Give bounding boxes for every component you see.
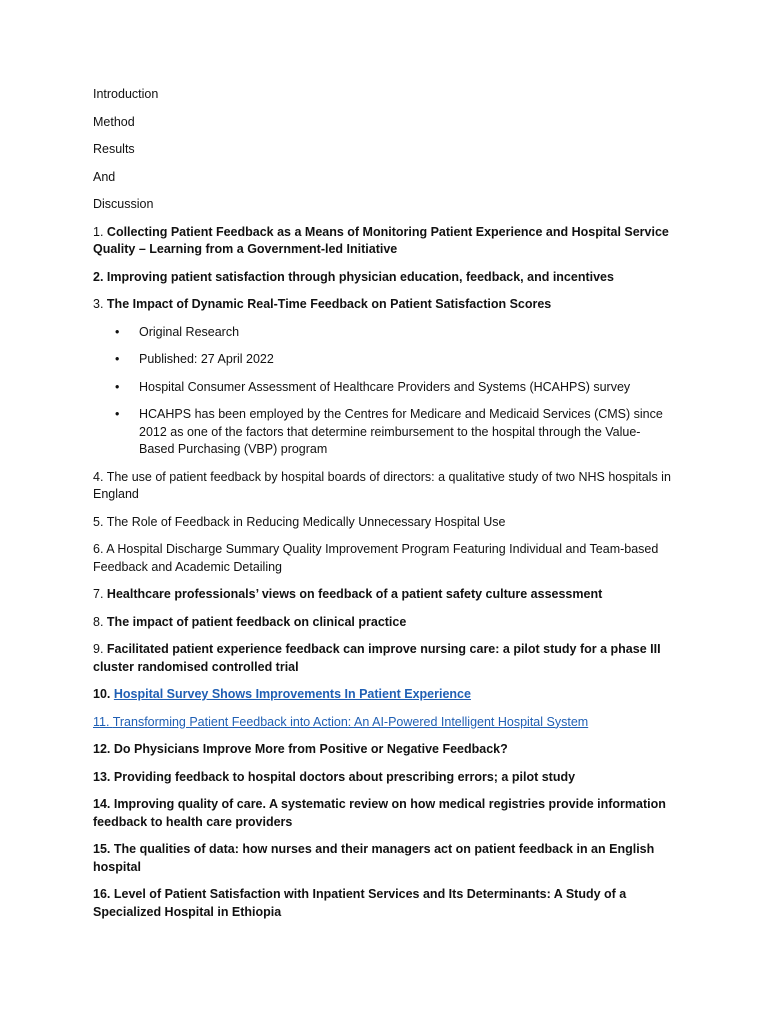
reference-number: 9. — [93, 642, 104, 656]
reference-title: Do Physicians Improve More from Positive or Negative Feedback? — [113, 742, 508, 756]
reference-number: 5. — [93, 514, 104, 529]
reference-number: 8. — [93, 614, 104, 629]
list-item — [93, 324, 675, 342]
toc-and: And — [93, 169, 116, 184]
reference-item-5 — [93, 514, 675, 532]
reference-number: 7. — [93, 587, 104, 601]
reference-item-2 — [93, 269, 675, 287]
reference-item-14 — [93, 796, 675, 831]
reference-title: Collecting Patient Feedback as a Means of Monitoring Patient Experience and Hospital Service Quality – Learning from a Government-led Initiative — [93, 224, 669, 256]
reference-title: Transforming Patient Feedback into Action: An AI-Powered Intelligent Hospital System — [112, 714, 589, 729]
reference-item-16 — [93, 886, 675, 921]
bullet-text: Original Research — [139, 324, 240, 339]
reference-item-13 — [93, 769, 675, 787]
reference-title: The impact of patient feedback on clinical practice — [106, 614, 407, 629]
reference-number: 2. — [93, 269, 104, 284]
reference-item-15 — [93, 841, 675, 876]
reference-title: The Impact of Dynamic Real-Time Feedback on Patient Satisfaction Scores — [106, 297, 552, 311]
reference-item-6 — [93, 541, 675, 576]
reference-title: The Role of Feedback in Reducing Medically Unnecessary Hospital Use — [106, 514, 506, 529]
bullet-icon: • — [115, 352, 120, 366]
reference-item-4 — [93, 469, 675, 504]
reference-number: 11. — [93, 714, 110, 729]
reference-title: Healthcare professionals’ views on feedback of a patient safety culture assessment — [106, 587, 603, 601]
reference-number: 10. — [93, 687, 111, 701]
reference-item-7 — [93, 586, 675, 604]
reference-title: Providing feedback to hospital doctors about prescribing errors; a pilot study — [113, 769, 576, 784]
list-item — [93, 351, 675, 369]
reference-title: The qualities of data: how nurses and their managers act on patient feedback in an English hospital — [93, 842, 655, 874]
toc-discussion: Discussion — [93, 197, 154, 211]
reference-item-9 — [93, 641, 675, 676]
reference-number: 14. — [93, 797, 111, 811]
toc-introduction: Introduction — [93, 87, 159, 101]
reference-title: Facilitated patient experience feedback can improve nursing care: a pilot study for a phase III cluster randomised controlled trial — [93, 642, 661, 674]
reference-number: 4. — [93, 469, 104, 484]
bullet-icon: • — [115, 379, 120, 394]
toc-method: Method — [93, 114, 135, 129]
reference-item-3 — [93, 296, 675, 314]
reference-item-12 — [93, 741, 675, 759]
reference-number: 12. — [93, 742, 111, 756]
list-item — [93, 379, 675, 397]
bullet-text: HCAHPS has been employed by the Centres for Medicare and Medicaid Services (CMS) since 2012 as one of the factors that determine reimbursement to the hospital through the Value-Based Purchasing (VBP) program — [139, 407, 663, 456]
reference-number: 13. — [93, 769, 111, 784]
bullet-text: Hospital Consumer Assessment of Healthcare Providers and Systems (HCAHPS) survey — [139, 379, 631, 394]
reference-title: Improving patient satisfaction through physician education, feedback, and incentives — [106, 269, 614, 284]
bullet-icon: • — [115, 324, 120, 339]
reference-number: 6. — [93, 542, 104, 556]
reference-number: 1. — [93, 224, 104, 239]
reference-item-1 — [93, 224, 675, 259]
bullet-text: Published: 27 April 2022 — [139, 352, 274, 366]
reference-title: A Hospital Discharge Summary Quality Improvement Program Featuring Individual and Team-based Feedback and Academic Detailing — [93, 542, 659, 574]
reference-title: Level of Patient Satisfaction with Inpatient Services and Its Determinants: A Study of a Specialized Hospital in Ethiopia — [93, 887, 627, 919]
reference-title: The use of patient feedback by hospital boards of directors: a qualitative study of two NHS hospitals in England — [93, 469, 671, 501]
reference-item-11 — [93, 714, 675, 732]
bullet-icon: • — [115, 407, 120, 421]
reference-link[interactable]: Hospital Survey Shows Improvements In Patient Experience — [113, 687, 471, 701]
reference-link[interactable] — [93, 715, 588, 729]
reference-number: 16. — [93, 887, 111, 901]
reference-item-8 — [93, 614, 675, 632]
reference-item-10 — [93, 686, 675, 704]
reference-number: 3. — [93, 297, 104, 311]
list-item — [93, 406, 675, 459]
reference-number: 15. — [93, 842, 111, 856]
bullet-list — [93, 324, 675, 459]
reference-title: Improving quality of care. A systematic review on how medical registries provide information feedback to health care providers — [93, 797, 666, 829]
document-body — [93, 86, 675, 931]
toc-results: Results — [93, 142, 135, 156]
